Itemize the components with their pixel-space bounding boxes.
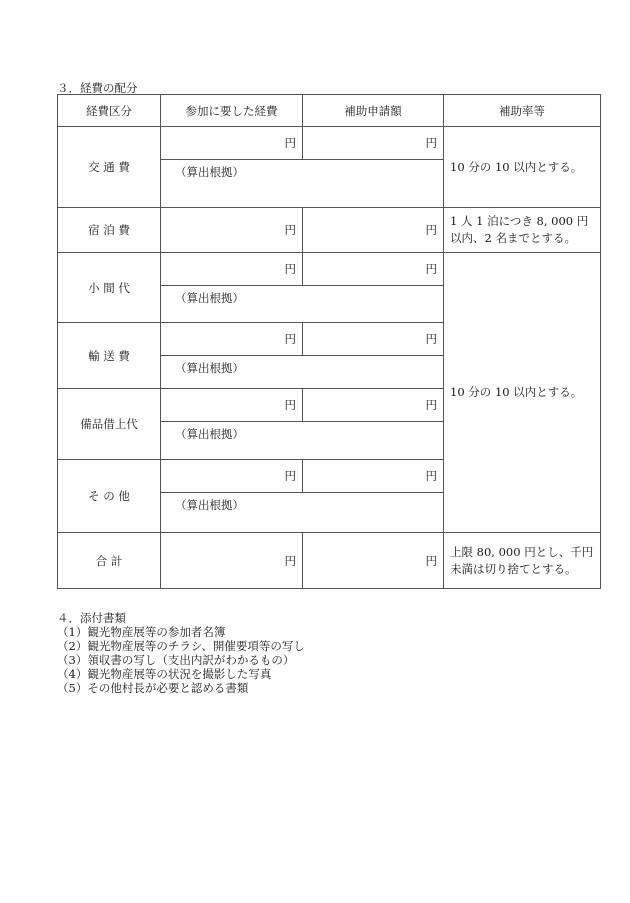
list-item: （1）観光物産展等の参加者名簿 bbox=[57, 625, 226, 639]
list-item: （2）観光物産展等のチラシ、開催要項等の写し bbox=[57, 639, 305, 653]
table-header-row bbox=[58, 95, 601, 127]
list-item: （4）観光物産展等の状況を撮影した写真 bbox=[57, 667, 272, 681]
section-4-attachments bbox=[57, 611, 305, 695]
table-row-total bbox=[58, 533, 601, 589]
subsidy-yen-field[interactable]: 円 bbox=[303, 323, 444, 356]
category-booth: 小 間 代 bbox=[58, 253, 161, 323]
rate-total: 上限 80, 000 円とし、千円未満は切り捨てとする。 bbox=[444, 533, 601, 589]
subsidy-total-yen-field[interactable]: 円 bbox=[303, 533, 444, 589]
calculation-basis-field[interactable]: （算出根拠） bbox=[161, 286, 444, 323]
table-row bbox=[58, 208, 601, 253]
subsidy-yen-field[interactable]: 円 bbox=[303, 389, 444, 422]
expense-yen-field[interactable]: 円 bbox=[161, 460, 303, 493]
expense-yen-field[interactable]: 円 bbox=[161, 208, 303, 253]
expense-yen-field[interactable]: 円 bbox=[161, 127, 303, 160]
header-subsidy-rate: 補助率等 bbox=[444, 95, 601, 127]
header-expense: 参加に要した経費 bbox=[161, 95, 303, 127]
category-other: そ の 他 bbox=[58, 460, 161, 533]
section-3-title: ３．経費の配分 bbox=[57, 81, 138, 95]
subsidy-yen-field[interactable]: 円 bbox=[303, 208, 444, 253]
rate-transport: 10 分の 10 以内とする。 bbox=[444, 127, 601, 208]
subsidy-yen-field[interactable]: 円 bbox=[303, 127, 444, 160]
calculation-basis-field[interactable]: （算出根拠） bbox=[161, 422, 444, 460]
category-lodging: 宿 泊 費 bbox=[58, 208, 161, 253]
subsidy-yen-field[interactable]: 円 bbox=[303, 460, 444, 493]
rate-group: 10 分の 10 以内とする。 bbox=[444, 253, 601, 533]
table-row bbox=[58, 127, 601, 160]
list-item: （5）その他村長が必要と認める書類 bbox=[57, 681, 249, 695]
expense-yen-field[interactable]: 円 bbox=[161, 253, 303, 286]
budget-table bbox=[57, 94, 601, 589]
category-equipment: 備品借上代 bbox=[58, 389, 161, 460]
expense-yen-field[interactable]: 円 bbox=[161, 389, 303, 422]
category-shipping: 輸 送 費 bbox=[58, 323, 161, 389]
calculation-basis-field[interactable]: （算出根拠） bbox=[161, 493, 444, 533]
category-total: 合 計 bbox=[58, 533, 161, 589]
calculation-basis-field[interactable]: （算出根拠） bbox=[161, 356, 444, 389]
category-transport: 交 通 費 bbox=[58, 127, 161, 208]
rate-lodging: 1 人 1 泊につき 8, 000 円以内、2 名までとする。 bbox=[444, 208, 601, 253]
list-item: （3）領収書の写し（支出内訳がわかるもの） bbox=[57, 653, 295, 667]
subsidy-yen-field[interactable]: 円 bbox=[303, 253, 444, 286]
calculation-basis-field[interactable]: （算出根拠） bbox=[161, 160, 444, 208]
header-subsidy-amount: 補助申請額 bbox=[303, 95, 444, 127]
expense-yen-field[interactable]: 円 bbox=[161, 323, 303, 356]
header-category: 経費区分 bbox=[58, 95, 161, 127]
expense-total-yen-field[interactable]: 円 bbox=[161, 533, 303, 589]
table-row bbox=[58, 253, 601, 286]
section-4-title: ４．添付書類 bbox=[57, 611, 126, 625]
